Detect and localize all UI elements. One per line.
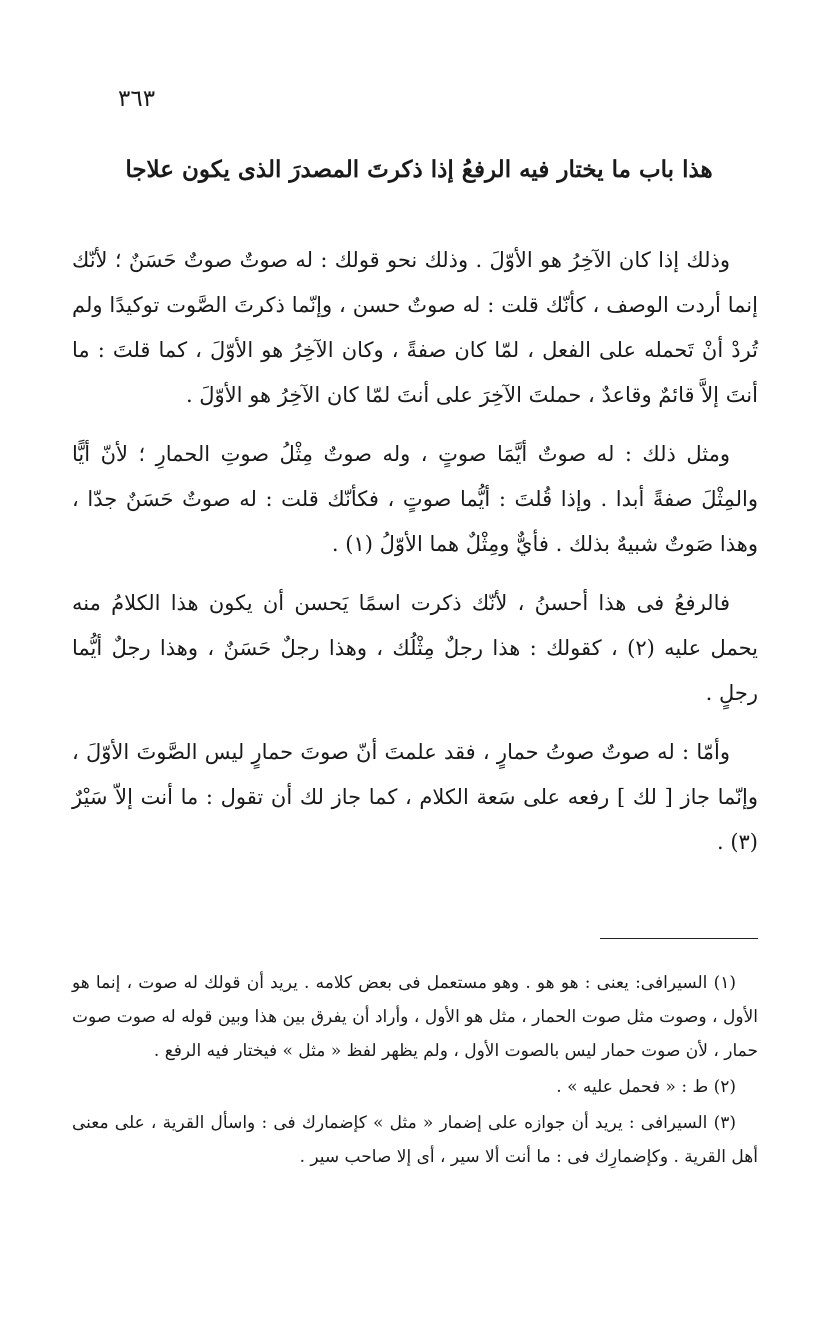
paragraph-3: فالرفعُ فى هذا أحسنُ ، لأنّك ذكرت اسمًا يَحسن أن يكون هذا الكلامُ منه يحمل عليه (٢) ، كقولك : هذا رجلٌ مِثْلُك ، وهذا رجلٌ حَسَنٌ ، وهذا رجلٌ أيُّما رجلٍ .: [72, 591, 758, 705]
footnote-divider: [600, 938, 758, 939]
paragraph-2: ومثل ذلك : له صوتٌ أيَّمَا صوتٍ ، وله صوتٌ مِثْلُ صوتِ الحمارِ ؛ لأنّ أيًّا والمِثْلَ صفةً أبدا . وإذا قُلتَ : أيُّما صوتٍ ، فكأنّك قلت : له صوتٌ حَسَنٌ جدّا ، وهذا صَوتٌ شبيهٌ بذلك . فأيٌّ ومِثْلٌ هما الأوّلُ (١) .: [72, 442, 758, 556]
footnote-1: (١) السيرافى: يعنى : هو هو . وهو مستعمل فى بعض كلامه . يريد أن قولك له صوت ، إنما هو الأول ، وصوت مثل صوت الحمار ، مثل هو الأول ، وأراد أن يفرق بين هذا وبين قوله له صوت صوت حمار ، لأن صوت حمار ليس بالصوت الأول ، ولم يظهر لفظ « مثل » فيختار فيه الرفع .: [72, 973, 758, 1061]
footnotes: [72, 966, 758, 1174]
footnote-3: (٣) السيرافى : يريد أن جوازه على إضمار « مثل » كإضمارك فى : واسأل القرية ، على معنى أهل القرية . وكإضمارِك فى : ما أنت ألا سير ، أى إلا صاحب سير .: [72, 1113, 758, 1167]
page-number: ٣٦٣: [118, 86, 156, 112]
main-text: [72, 238, 758, 879]
chapter-heading: هذا باب ما يختار فيه الرفعُ إذا ذكرتَ المصدرَ الذى يكون علاجا: [125, 156, 713, 183]
paragraph-1: وذلك إذا كان الآخِرُ هو الأوّلَ . وذلك نحو قولك : له صوتٌ صوتٌ حَسَنٌ ؛ لأنّك إنما أردت الوصف ، كأنّك قلت : له صوتٌ حسن ، وإنّما ذكرتَ الصَّوت توكيدًا ولم تُردْ أنْ تَحمله على الفعل ، لمّا كان صفةً ، وكان الآخِرُ هو الأوّلَ ، كما قلتَ : ما أنتَ إلاَّ قائمٌ وقاعدٌ ، حملتَ الآخِرَ على أنتَ لمّا كان الآخِرُ هو الأوّلَ .: [72, 248, 758, 407]
paragraph-4: وأمّا : له صوتٌ صوتُ حمارٍ ، فقد علمتَ أنّ صوتَ حمارٍ ليس الصَّوتَ الأوّلَ ، وإنّما جاز [ لك ] رفعه على سَعة الكلام ، كما جاز لك أن تقول : ما أنت إلاّ سَيْرٌ (٣) .: [72, 740, 758, 854]
footnote-2: (٢) ط : « فحمل عليه » .: [556, 1077, 736, 1097]
